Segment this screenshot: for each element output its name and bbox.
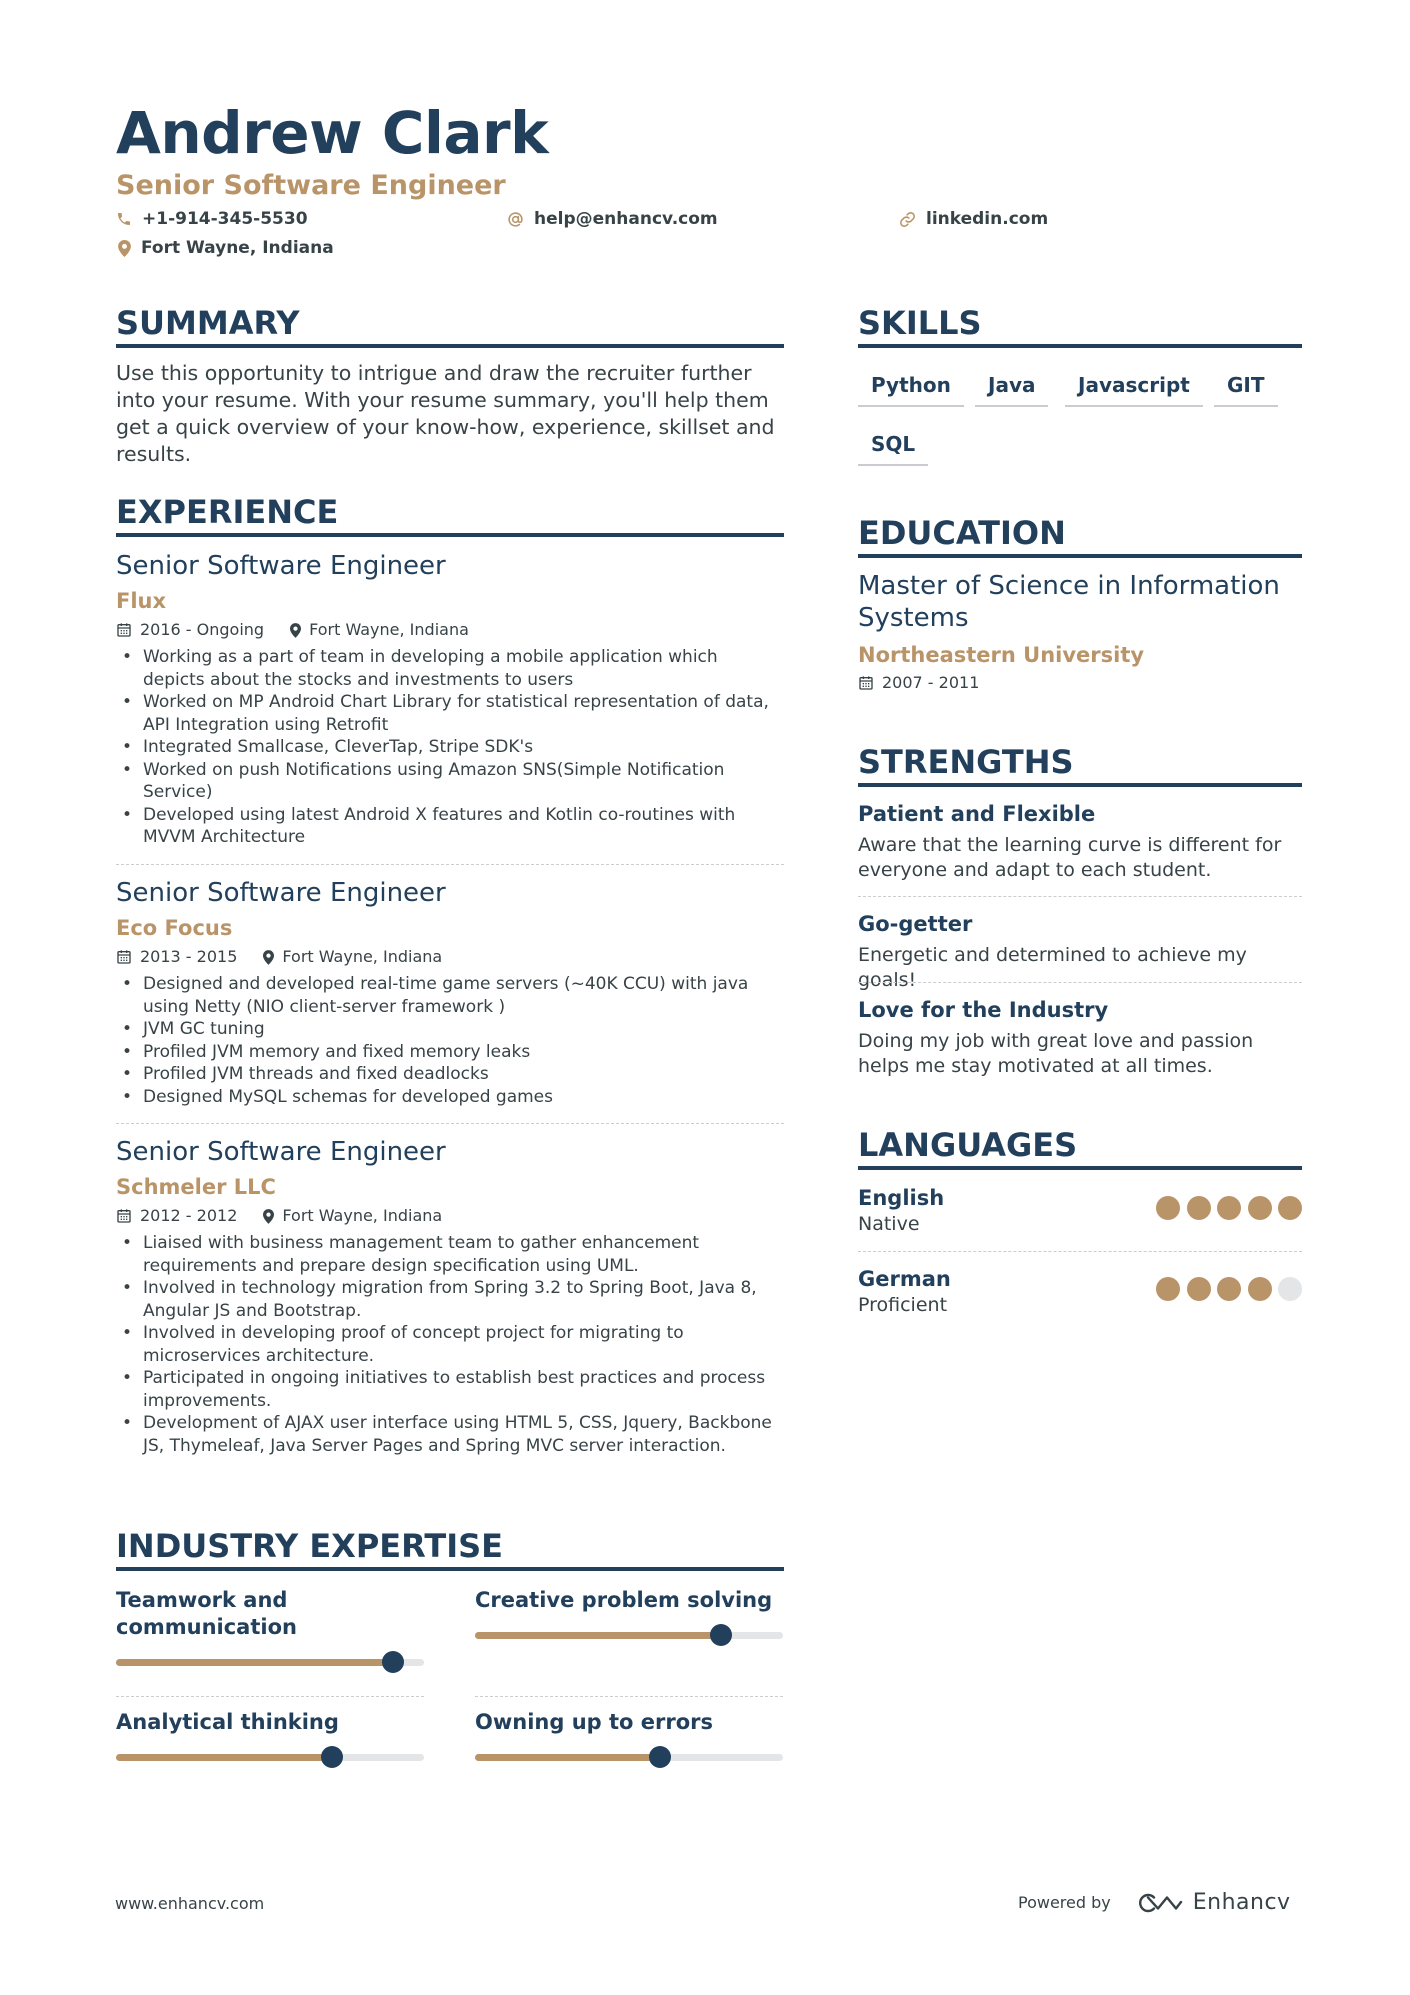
job-meta <box>116 620 784 640</box>
rating-dot-filled <box>1187 1196 1211 1220</box>
skills-heading: SKILLS <box>858 304 982 342</box>
expertise-item <box>475 1709 783 1736</box>
skills-divider <box>858 344 1302 348</box>
language-level: Native <box>858 1213 920 1235</box>
education-school: Northeastern University <box>858 643 1145 667</box>
job-location <box>263 947 442 967</box>
job-bullet: • Liaised with business management team to gather enhancement requirements and prepare design specification using UML. <box>116 1232 784 1277</box>
job-dates: 2012 - 2012 <box>140 1206 238 1225</box>
job-location <box>263 1206 442 1226</box>
calendar-icon <box>116 949 132 965</box>
job-location <box>290 620 469 640</box>
strength-desc: Energetic and determined to achieve my goals! <box>858 944 1247 991</box>
strengths-divider <box>858 783 1302 787</box>
expertise-bar-fill <box>116 1659 393 1666</box>
expertise-bar-fill <box>116 1754 332 1761</box>
rating-dot-filled <box>1248 1277 1272 1301</box>
job-title: Senior Software Engineer <box>116 551 446 581</box>
job-bullet: • Involved in developing proof of concept project for migrating to microservices architecture. <box>116 1322 784 1367</box>
strength-separator <box>858 896 1302 897</box>
link-icon <box>899 211 916 228</box>
job-title: Senior Software Engineer <box>116 878 446 908</box>
expertise-label: Analytical thinking <box>116 1710 339 1734</box>
job-entry <box>116 877 784 1108</box>
job-location-text: Fort Wayne, Indiana <box>282 1206 443 1225</box>
brand-name: Enhancv <box>1192 1890 1291 1915</box>
job-separator <box>116 864 784 865</box>
language-item <box>858 1266 1302 1317</box>
job-bullet: • Profiled JVM threads and fixed deadlocks <box>116 1063 784 1086</box>
enhancv-logo-icon <box>1137 1891 1183 1915</box>
map-pin-icon <box>118 240 131 257</box>
job-bullet: • Worked on MP Android Chart Library for statistical representation of data, API Integration using Retrofit <box>116 691 784 736</box>
expertise-item <box>116 1587 424 1641</box>
strength-item <box>858 911 1302 992</box>
phone-icon <box>116 211 132 227</box>
strengths-heading: STRENGTHS <box>858 743 1074 781</box>
job-meta <box>116 1206 784 1226</box>
skill-tag: Python <box>858 373 964 407</box>
job-company: Schmeler LLC <box>116 1175 276 1199</box>
skill-tag: SQL <box>858 432 928 466</box>
contact-phone[interactable] <box>116 208 308 230</box>
language-item <box>858 1185 1302 1236</box>
job-bullet: • Worked on push Notifications using Amazon SNS(Simple Notification Service) <box>116 759 784 804</box>
job-bullet: • Working as a part of team in developing a mobile application which depicts about the stocks and investments to users <box>116 646 784 691</box>
expertise-separator <box>116 1696 424 1697</box>
map-pin-icon <box>263 950 274 965</box>
education-heading: EDUCATION <box>858 514 1066 552</box>
job-bullet: • Designed and developed real-time game servers (~40K CCU) with java using Netty (NIO client-server framework ) <box>116 973 784 1018</box>
job-company: Eco Focus <box>116 916 233 940</box>
expertise-bar <box>116 1754 424 1761</box>
expertise-item <box>475 1587 783 1614</box>
experience-divider <box>116 533 784 537</box>
calendar-icon <box>116 1208 132 1224</box>
email-text: help@enhancv.com <box>534 209 718 229</box>
education-divider <box>858 554 1302 558</box>
strength-desc: Doing my job with great love and passion helps me stay motivated at all times. <box>858 1030 1254 1077</box>
rating-dot-filled <box>1217 1196 1241 1220</box>
expertise-label: Teamwork and communication <box>116 1588 297 1639</box>
job-separator <box>116 1123 784 1124</box>
contact-location <box>118 237 334 259</box>
candidate-name: Andrew Clark <box>116 99 549 167</box>
job-location-text: Fort Wayne, Indiana <box>282 947 443 966</box>
experience-heading: EXPERIENCE <box>116 493 339 531</box>
expertise-divider <box>116 1567 784 1571</box>
summary-heading: SUMMARY <box>116 304 300 342</box>
contact-link[interactable] <box>899 208 1048 230</box>
job-bullet: • JVM GC tuning <box>116 1018 784 1041</box>
strength-title: Patient and Flexible <box>858 802 1096 826</box>
strength-item <box>858 801 1302 882</box>
map-pin-icon <box>263 1209 274 1224</box>
summary-divider <box>116 344 784 348</box>
expertise-separator <box>475 1696 783 1697</box>
job-bullet: • Development of AJAX user interface using HTML 5, CSS, Jquery, Backbone JS, Thymeleaf, Java Server Pages and Spring MVC server interaction. <box>116 1412 784 1457</box>
job-bullet: • Designed MySQL schemas for developed games <box>116 1086 784 1109</box>
job-meta <box>116 947 784 967</box>
job-bullet: • Developed using latest Android X features and Kotlin co-routines with MVVM Architecture <box>116 804 784 849</box>
expertise-bar-knob[interactable] <box>321 1746 343 1768</box>
rating-dot-filled <box>1156 1196 1180 1220</box>
language-separator <box>858 1251 1302 1252</box>
expertise-bar-fill <box>475 1754 660 1761</box>
strength-desc: Aware that the learning curve is different for everyone and adapt to each student. <box>858 834 1282 881</box>
contact-email[interactable] <box>507 208 718 230</box>
rating-dot-filled <box>1156 1277 1180 1301</box>
phone-text: +1-914-345-5530 <box>142 209 308 229</box>
location-text: Fort Wayne, Indiana <box>141 238 334 258</box>
expertise-bar-knob[interactable] <box>382 1651 404 1673</box>
strength-item <box>858 997 1302 1078</box>
job-bullets <box>116 1232 784 1457</box>
job-bullet: • Profiled JVM memory and fixed memory leaks <box>116 1041 784 1064</box>
strength-title: Love for the Industry <box>858 998 1109 1022</box>
footer-branding[interactable] <box>1018 1890 1291 1915</box>
job-company: Flux <box>116 589 167 613</box>
job-bullet: • Involved in technology migration from Spring 3.2 to Spring Boot, Java 8, Angular JS and Bootstrap. <box>116 1277 784 1322</box>
expertise-bar-knob[interactable] <box>649 1746 671 1768</box>
expertise-bar <box>475 1754 783 1761</box>
education-dates: 2007 - 2011 <box>882 673 980 692</box>
expertise-bar-knob[interactable] <box>710 1624 732 1646</box>
calendar-icon <box>116 622 132 638</box>
education-meta <box>858 673 979 693</box>
language-level: Proficient <box>858 1294 948 1316</box>
strength-separator <box>858 982 1302 983</box>
footer-site-link[interactable]: www.enhancv.com <box>115 1894 265 1913</box>
rating-dot-filled <box>1278 1196 1302 1220</box>
skill-tag: GIT <box>1214 373 1278 407</box>
expertise-item <box>116 1709 424 1736</box>
skill-tag: Javascript <box>1065 373 1203 407</box>
job-bullet: • Integrated Smallcase, CleverTap, Stripe SDK's <box>116 736 784 759</box>
job-dates: 2016 - Ongoing <box>140 620 265 639</box>
education-degree: Master of Science in Information Systems <box>858 571 1280 633</box>
expertise-label: Creative problem solving <box>475 1588 773 1612</box>
calendar-icon <box>858 675 874 691</box>
candidate-title: Senior Software Engineer <box>116 170 506 201</box>
rating-dot-filled <box>1248 1196 1272 1220</box>
expertise-bar-fill <box>475 1632 721 1639</box>
link-text: linkedin.com <box>926 209 1049 229</box>
at-icon <box>507 211 524 228</box>
skill-tag: Java <box>975 373 1048 407</box>
job-dates: 2013 - 2015 <box>140 947 238 966</box>
expertise-heading: INDUSTRY EXPERTISE <box>116 1527 503 1565</box>
job-bullet: • Participated in ongoing initiatives to establish best practices and process improvements. <box>116 1367 784 1412</box>
languages-heading: LANGUAGES <box>858 1126 1078 1164</box>
job-location-text: Fort Wayne, Indiana <box>309 620 469 639</box>
job-bullets <box>116 973 784 1108</box>
job-entry <box>116 550 784 849</box>
strength-title: Go-getter <box>858 912 973 936</box>
languages-divider <box>858 1166 1302 1170</box>
map-pin-icon <box>290 623 301 638</box>
rating-dot-empty <box>1278 1277 1302 1301</box>
language-rating <box>1150 1196 1303 1220</box>
rating-dot-filled <box>1187 1277 1211 1301</box>
job-title: Senior Software Engineer <box>116 1137 446 1167</box>
job-bullets <box>116 646 784 849</box>
expertise-bar <box>116 1659 424 1666</box>
expertise-label: Owning up to errors <box>475 1710 714 1734</box>
summary-text: Use this opportunity to intrigue and draw the recruiter further into your resume. With your resume summary, you'll help them get a quick overview of your know-how, experience, skillset and results. <box>116 361 775 466</box>
language-name: English <box>858 1186 945 1210</box>
powered-by-label: Powered by <box>1018 1893 1111 1912</box>
rating-dot-filled <box>1217 1277 1241 1301</box>
language-rating <box>1150 1277 1303 1301</box>
job-entry <box>116 1136 784 1457</box>
expertise-bar <box>475 1632 783 1639</box>
language-name: German <box>858 1267 951 1291</box>
